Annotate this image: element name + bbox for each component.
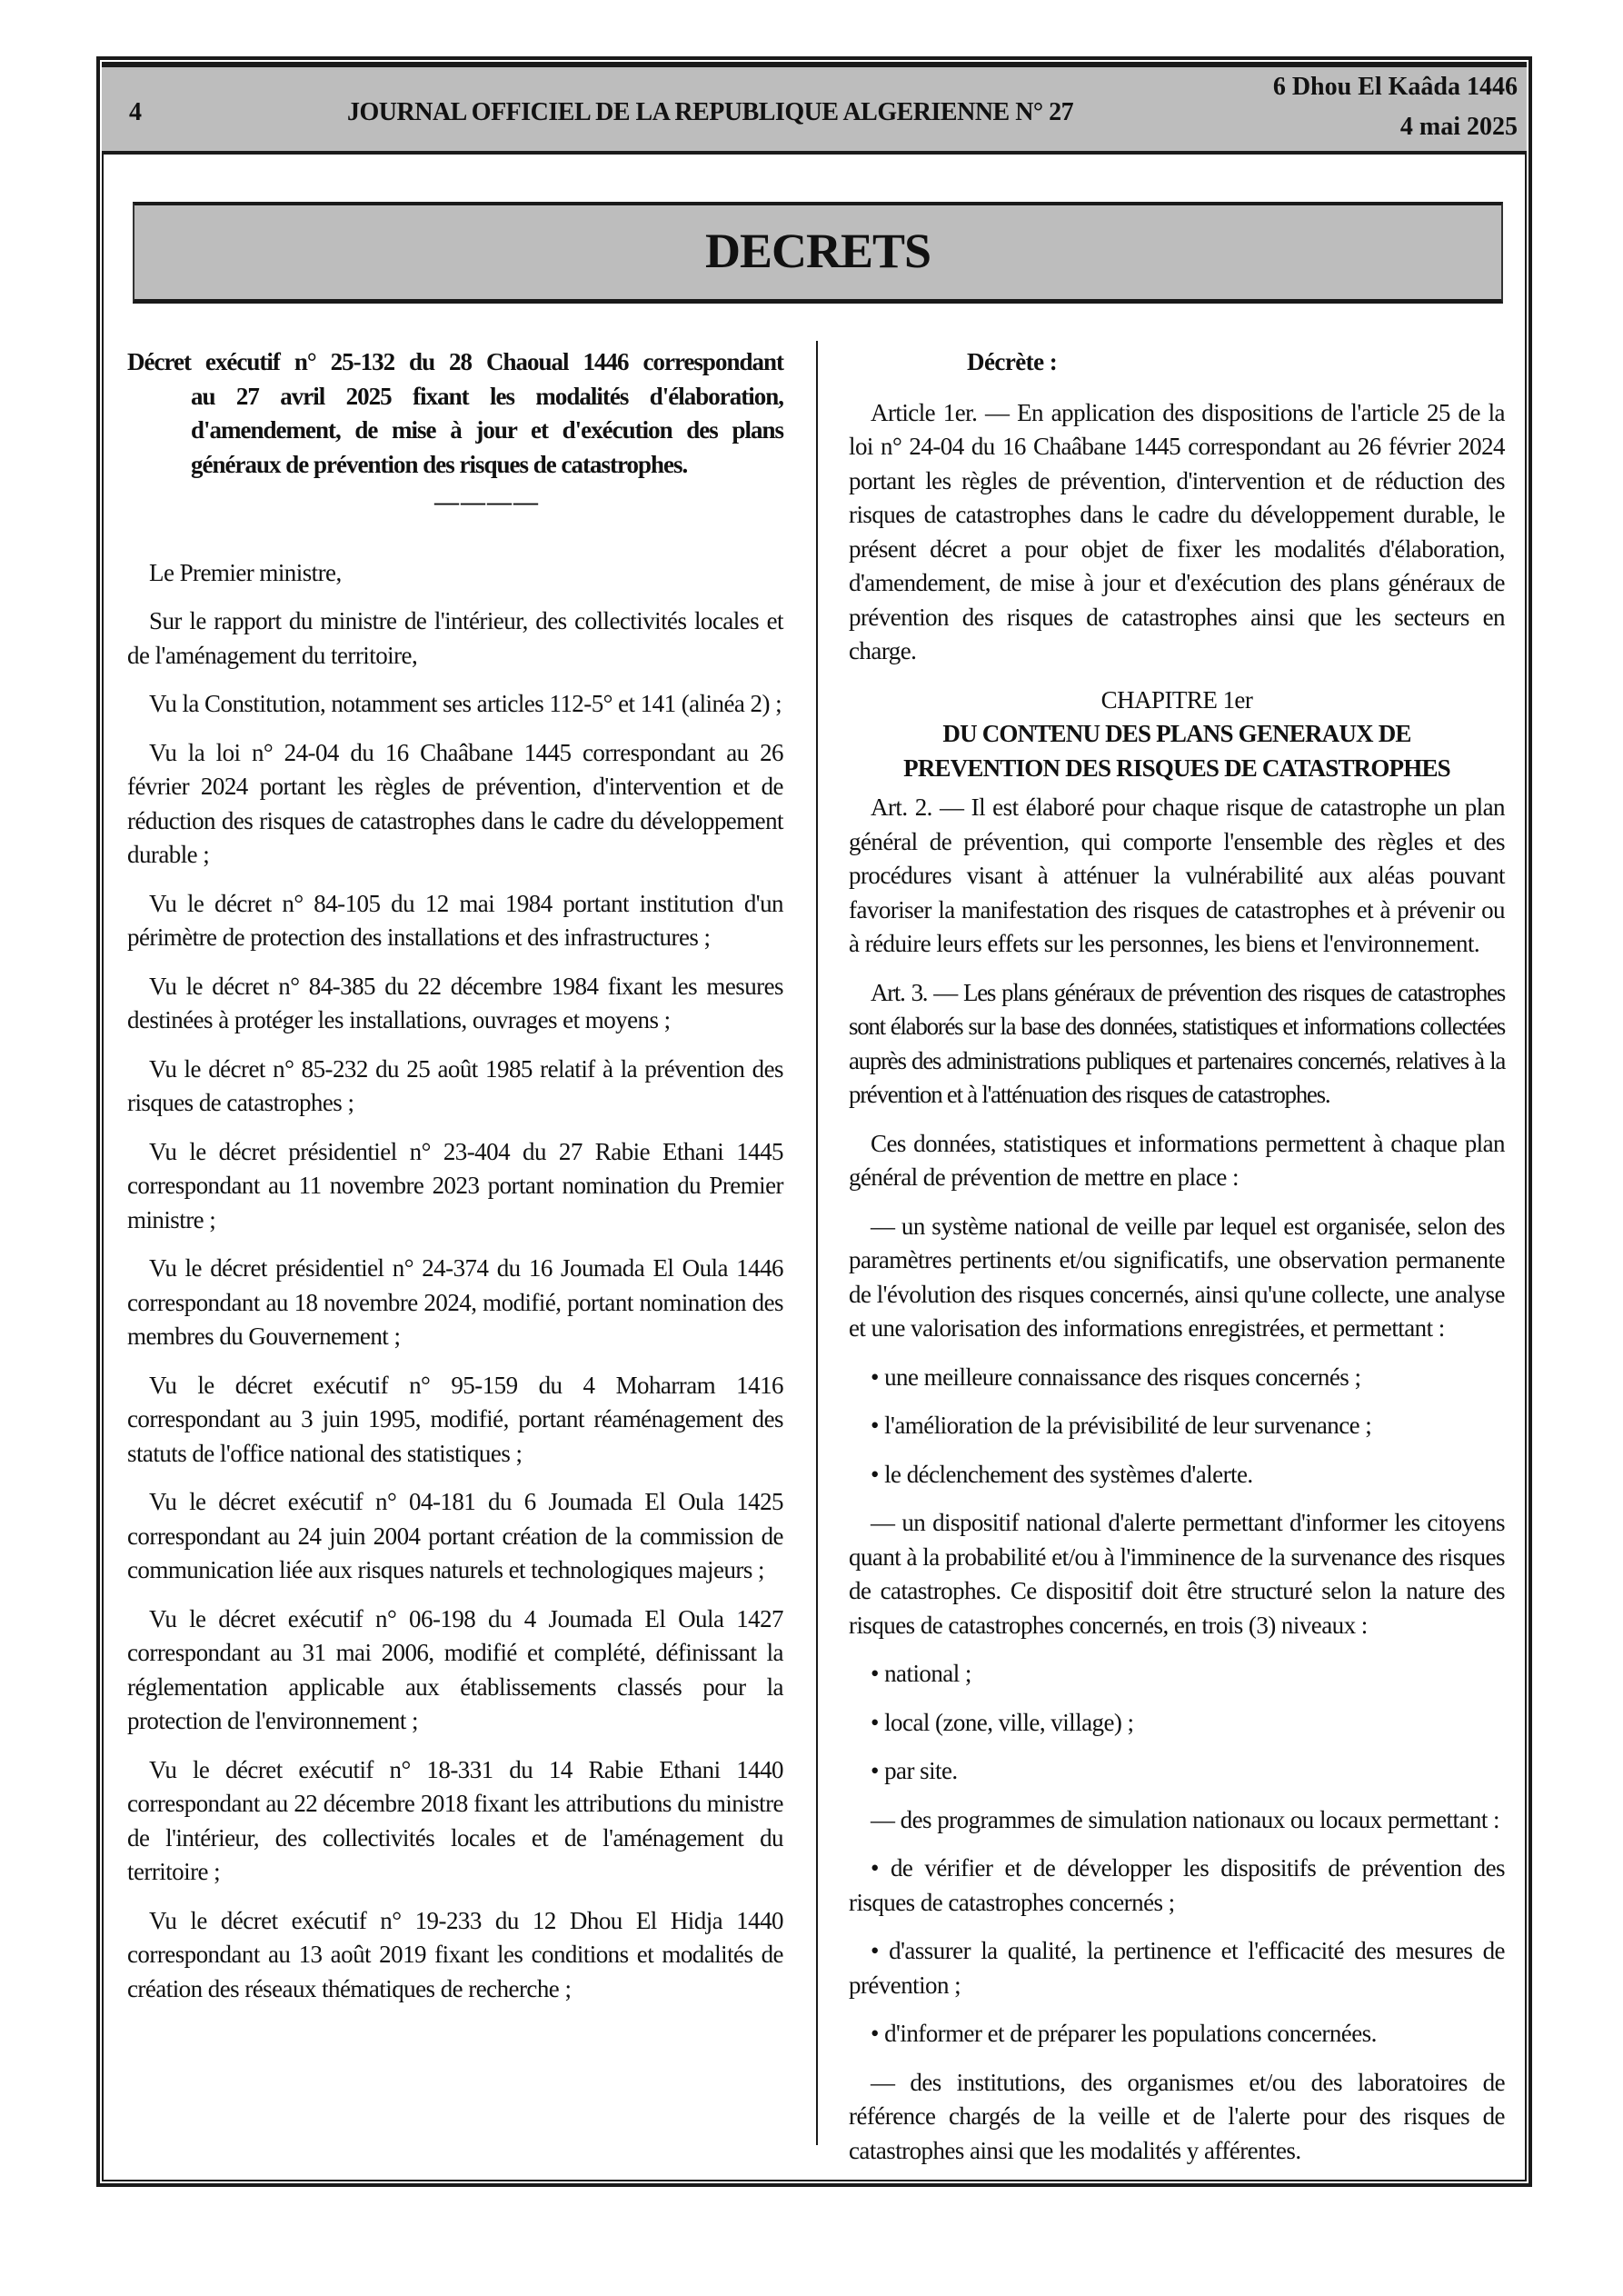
column-divider: [816, 341, 818, 2145]
article-paragraph-9: • local (zone, ville, village) ;: [871, 1708, 1134, 1736]
hijri-date: 6 Dhou El Kaâda 1446: [1272, 73, 1518, 101]
journal-header: [102, 64, 1527, 155]
article-paragraph-6: • le déclenchement des systèmes d'alerte.: [871, 1460, 1253, 1488]
article-paragraph-4: • une meilleure connaissance des risques concernés ;: [871, 1363, 1361, 1391]
decree-title-rest: au 27 avril 2025 fixant les modalités d'élaboration, d'amendement, de mise à jour et d'exécution des plans généraux de prévention des risques de catastrophes.: [191, 382, 783, 478]
chapter-title-line1: DU CONTENU DES PLANS GENERAUX DE: [942, 720, 1411, 747]
article-1: Article 1er. — En application des dispositions de l'article 25 de la loi n° 24-04 du 16 Chaâbane 1445 correspondant au 26 février 2024 portant les règles de prévention, d'intervention et de réduction des risques de catastrophes dans le cadre du développement durable, le présent décret a pour objet de fixer les modalités d'élaboration, d'amendement, de mise à jour et d'exécution des plans généraux de prévention des risques de catastrophes ainsi que les secteurs en charge.: [849, 398, 1505, 664]
article-paragraph-13: • d'assurer la qualité, la pertinence et l'efficacité des mesures de prévention ;: [849, 1937, 1505, 1999]
article-paragraph-15: — des institutions, des organismes et/ou des laboratoires de référence chargés de la veille et de l'alerte pour des risques de catastrophes ainsi que les modalités y afférentes.: [849, 2068, 1505, 2164]
page-number: 4: [129, 98, 142, 126]
visa-paragraph-10: Vu le décret exécutif n° 04-181 du 6 Joumada El Oula 1425 correspondant au 24 juin 2004 portant création de la commission de communication liée aux risques naturels et technologiques majeurs ;: [127, 1488, 783, 1583]
visa-paragraph-3: Vu la loi n° 24-04 du 16 Chaâbane 1445 correspondant au 26 février 2024 portant les règles de prévention, d'intervention et de réduction des risques de catastrophes dans le cadre du développement durable ;: [127, 738, 783, 868]
article-paragraph-10: • par site.: [871, 1757, 958, 1784]
visa-paragraph-11: Vu le décret exécutif n° 06-198 du 4 Joumada El Oula 1427 correspondant au 31 mai 2006, modifié et complété, définissant la réglementation applicable aux établissements classés pour la protection de l'environnement ;: [127, 1604, 783, 1734]
visa-paragraph-6: Vu le décret n° 85-232 du 25 août 1985 relatif à la prévention des risques de catastrophes ;: [127, 1054, 783, 1116]
article-paragraph-5: • l'amélioration de la prévisibilité de leur survenance ;: [871, 1412, 1372, 1439]
right-column: [849, 345, 1505, 2182]
visa-paragraph-0: Le Premier ministre,: [149, 558, 342, 586]
article-paragraph-12: • de vérifier et de développer les dispositifs de prévention des risques de catastrophes concernés ;: [849, 1854, 1505, 1916]
article-paragraph-0: Art. 2. — Il est élaboré pour chaque risque de catastrophe un plan général de prévention, qui comporte l'ensemble des règles et des procédures visant à atténuer la vulnérabilité aux aléas pouvant favoriser la manifestation des risques de catastrophes et à prévenir ou à réduire leurs effets sur les personnes, les biens et l'environnement.: [849, 794, 1505, 957]
visa-paragraph-13: Vu le décret exécutif n° 19-233 du 12 Dhou El Hidja 1440 correspondant au 13 août 2019 fixant les conditions et modalités de création des réseaux thématiques de recherche ;: [127, 1906, 783, 2002]
section-title: DECRETS: [704, 224, 931, 278]
visa-paragraph-2: Vu la Constitution, notamment ses articles 112-5° et 141 (alinéa 2) ;: [149, 690, 782, 717]
visa-paragraph-5: Vu le décret n° 84-385 du 22 décembre 1984 fixant les mesures destinées à protéger les installations, ouvrages et moyens ;: [127, 972, 783, 1033]
decree-title: [127, 345, 783, 482]
article-paragraph-14: • d'informer et de préparer les populations concernées.: [871, 2020, 1377, 2047]
journal-title: JOURNAL OFFICIEL DE LA REPUBLIQUE ALGERIENNE N° 27: [347, 98, 1074, 126]
visa-paragraph-4: Vu le décret n° 84-105 du 12 mai 1984 portant institution d'un périmètre de protection des installations et des infrastructures ;: [127, 889, 783, 951]
article-paragraph-3: — un système national de veille par lequel est organisée, selon des paramètres pertinents et/ou significatifs, une observation permanente de l'évolution des risques concernés, ainsi qu'une collecte, une analyse et une valorisation des informations enregistrées, et permettant :: [849, 1212, 1505, 1342]
visa-paragraph-7: Vu le décret présidentiel n° 23-404 du 27 Rabie Ethani 1445 correspondant au 11 novembre 2023 portant nomination du Premier ministre ;: [127, 1137, 783, 1233]
section-title-box: [133, 202, 1503, 304]
article-paragraph-2: Ces données, statistiques et informations permettent à chaque plan général de prévention de mettre en place :: [849, 1129, 1505, 1191]
chapter-title: [849, 717, 1505, 785]
article-paragraph-8: • national ;: [871, 1660, 971, 1687]
article-paragraph-11: — des programmes de simulation nationaux ou locaux permettant :: [871, 1805, 1499, 1833]
visa-paragraph-1: Sur le rapport du ministre de l'intérieur, des collectivités locales et de l'aménagement du territoire,: [127, 607, 783, 669]
visa-paragraphs: [127, 556, 783, 2007]
left-column: [127, 345, 783, 2021]
separator: ————: [434, 488, 540, 515]
visa-paragraph-12: Vu le décret exécutif n° 18-331 du 14 Rabie Ethani 1440 correspondant au 22 décembre 2018 fixant les attributions du ministre de l'intérieur, des collectivités locales et de l'aménagement du territoire ;: [127, 1755, 783, 1885]
decree-title-line1: Décret exécutif n° 25-132 du 28 Chaoual 1446 correspondant: [127, 348, 783, 375]
chapter-title-line2: PREVENTION DES RISQUES DE CATASTROPHES: [903, 754, 1450, 782]
gregorian-date: 4 mai 2025: [1399, 113, 1518, 141]
article-paragraph-7: — un dispositif national d'alerte permettant d'informer les citoyens quant à la probabilité et/ou à l'imminence de la survenance des risques de catastrophes. Ce dispositif doit être structuré selon la nature des risques de catastrophes concernés, en trois (3) niveaux :: [849, 1509, 1505, 1639]
chapter-label: CHAPITRE 1er: [1100, 685, 1253, 714]
article-paragraph-1: Art. 3. — Les plans généraux de prévention des risques de catastrophes sont élaborés sur la base des données, statistiques et informations collectées auprès des administrations publiques et partenaires concernés, relatives à la prévention et à l'atténuation des risques de catastrophes.: [849, 978, 1505, 1108]
visa-paragraph-8: Vu le décret présidentiel n° 24-374 du 16 Joumada El Oula 1446 correspondant au 18 novembre 2024, modifié, portant nomination des membres du Gouvernement ;: [127, 1254, 783, 1350]
decrete-heading: Décrète :: [967, 348, 1058, 375]
article-paragraphs: [849, 791, 1505, 2168]
visa-paragraph-9: Vu le décret exécutif n° 95-159 du 4 Moharram 1416 correspondant au 3 juin 1995, modifié, portant réaménagement des statuts de l'office national des statistiques ;: [127, 1371, 783, 1467]
